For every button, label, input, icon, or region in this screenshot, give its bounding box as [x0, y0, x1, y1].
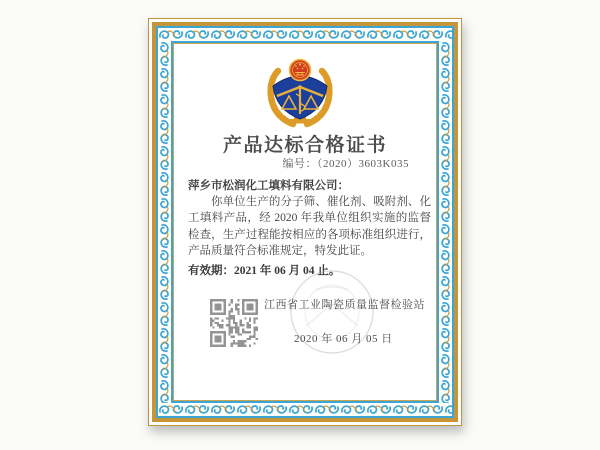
issue-date: 2020 年 06 月 05 日 — [294, 333, 393, 345]
certificate-body-text: 你单位生产的分子筛、催化剂、吸附剂、化工填料产品，经 2020 年我单位组织实施的监督检查，生产过程能按相应的各项标准组织进行，产品质量符合标准规定，特发此证。 — [188, 196, 431, 258]
border-gold-band — [152, 22, 458, 422]
quality-supervision-emblem-icon — [263, 56, 337, 128]
validity-date-line: 有效期：2021 年 06 月 04 止。 — [188, 265, 341, 277]
ornament-strip-right — [439, 41, 452, 403]
ornament-strip-bottom — [158, 403, 452, 416]
border-gold-line-inner — [173, 43, 437, 401]
certificate-content — [174, 44, 436, 400]
issuing-authority: 江西省工业陶瓷质量监督检验站 — [264, 299, 425, 311]
border-blue-line-outer — [156, 26, 454, 418]
ornament-strip-left — [158, 41, 171, 403]
certificate-page — [148, 18, 462, 426]
recipient-company-name: 萍乡市松润化工填料有限公司： — [188, 180, 349, 192]
certificate-serial-number: 编号：（2020）3603K035 — [282, 158, 409, 170]
certificate-title: 产品达标合格证书 — [222, 135, 387, 156]
ornament-strip-top — [158, 28, 452, 41]
border-ornament-band — [158, 28, 452, 416]
border-blue-line-inner — [171, 41, 439, 403]
qr-code-icon — [210, 298, 258, 348]
